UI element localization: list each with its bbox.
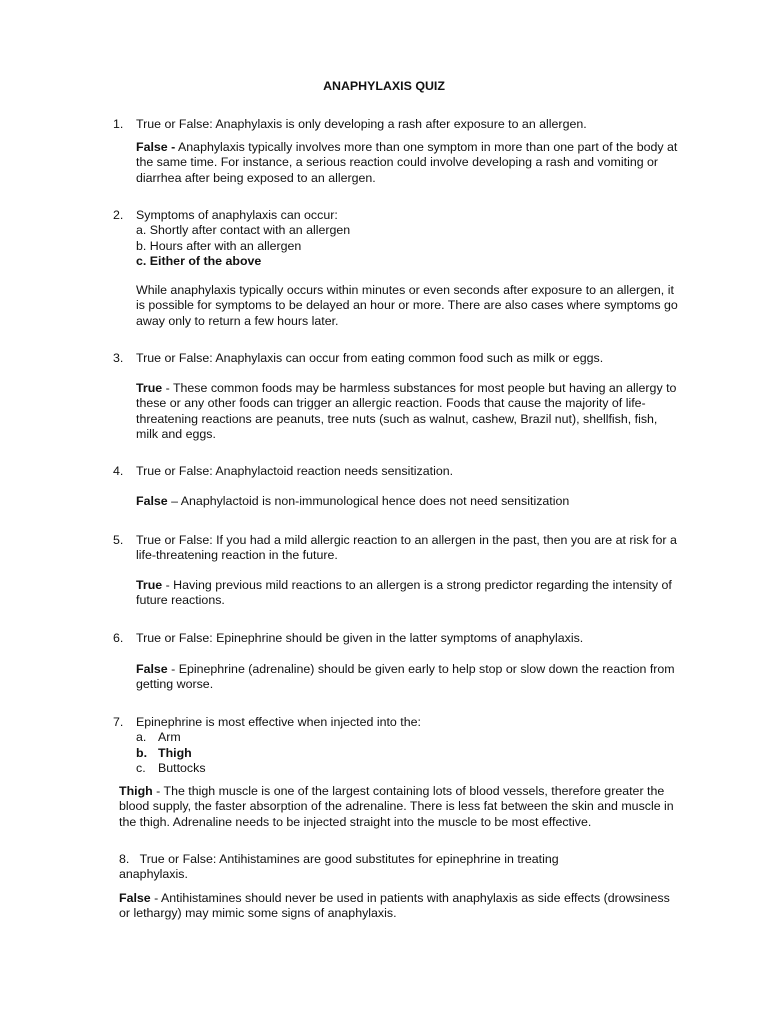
question-text: True or False: Anaphylaxis is only developing a rash after exposure to an allergen. <box>136 117 587 131</box>
option-a: a. Shortly after contact with an allergen <box>136 223 351 238</box>
option-c <box>0 761 768 776</box>
question-number: 6. <box>113 631 124 645</box>
question-5 <box>0 533 768 564</box>
question-8 <box>0 852 768 883</box>
question-number: 4. <box>113 464 124 478</box>
question-1 <box>0 117 768 132</box>
question-number: 7. <box>113 715 124 729</box>
answer-text: - Having previous mild reactions to an allergen is a strong predictor regarding the intensity of future reactions. <box>136 578 672 608</box>
answer-label: True <box>136 381 163 395</box>
answer-2 <box>0 283 768 329</box>
answer-label: False <box>136 494 168 508</box>
option-text: Arm <box>158 730 181 745</box>
answer-label: Thigh <box>119 784 153 798</box>
answer-text: - Antihistamines should never be used in patients with anaphylaxis as side effects (drowsiness or lethargy) may mimic some signs of anaphylaxis. <box>119 891 670 921</box>
question-text: True or False: If you had a mild allergic reaction to an allergen in the past, then you are at risk for a life-threatening reaction in the future. <box>136 533 677 563</box>
answer-8 <box>0 891 768 922</box>
answer-text: - These common foods may be harmless substances for most people but having an allergy to these or any other foods can trigger an allergic reaction. Foods that cause the majority of life-threatening reactions are peanuts, tree nuts (such as walnut, cashew, Brazil nut), shellfish, fish, milk and eggs. <box>136 381 677 442</box>
question-text: True or False: Anaphylactoid reaction needs sensitization. <box>136 464 454 478</box>
option-a <box>0 730 768 745</box>
question-6 <box>0 631 768 646</box>
question-number: 1. <box>113 117 124 131</box>
option-letter: c. <box>136 761 146 776</box>
question-number: 3. <box>113 351 124 365</box>
answer-label: False <box>119 891 151 905</box>
answer-label: False - <box>136 140 176 154</box>
option-text: Buttocks <box>158 761 206 776</box>
option-text: Thigh <box>158 745 192 760</box>
question-2 <box>0 208 768 270</box>
answer-5 <box>0 578 768 609</box>
answer-text: While anaphylaxis typically occurs within minutes or even seconds after exposure to an allergen, it is possible for symptoms to be delayed an hour or more. There are also cases where symptoms go away only to return a few hours later. <box>136 283 678 328</box>
question-3 <box>0 351 768 366</box>
question-4 <box>0 464 768 479</box>
option-b: b. Hours after with an allergen <box>136 238 302 253</box>
answer-3 <box>0 381 768 443</box>
answer-label: False <box>136 662 168 676</box>
answer-4 <box>0 494 768 509</box>
answer-6 <box>0 662 768 693</box>
answer-text: – Anaphylactoid is non-immunological hence does not need sensitization <box>167 494 570 508</box>
question-text: True or False: Antihistamines are good substitutes for epinephrine in treating anaphylaxis. <box>119 852 559 882</box>
answer-1 <box>0 140 768 186</box>
question-text: True or False: Anaphylaxis can occur from eating common food such as milk or eggs. <box>136 351 604 365</box>
question-number: 2. <box>113 208 124 222</box>
question-number: 8. <box>119 852 130 866</box>
option-b-correct <box>0 746 768 761</box>
question-text: Epinephrine is most effective when injected into the: <box>136 715 421 729</box>
answer-label: True <box>136 578 163 592</box>
answer-text: Anaphylaxis typically involves more than one symptom in more than one part of the body at the same time. For instance, a serious reaction could involve developing a rash and vomiting or diarrhea after being exposed to an allergen. <box>136 140 678 185</box>
page-title: ANAPHYLAXIS QUIZ <box>323 79 445 93</box>
answer-7 <box>0 784 768 830</box>
option-letter: b. <box>136 745 148 760</box>
question-7 <box>0 715 768 777</box>
option-c-correct: c. Either of the above <box>136 254 262 269</box>
question-text: Symptoms of anaphylaxis can occur: <box>136 208 338 222</box>
question-text: True or False: Epinephrine should be given in the latter symptoms of anaphylaxis. <box>136 631 584 645</box>
answer-text: - The thigh muscle is one of the largest containing lots of blood vessels, therefore greater the blood supply, the faster absorption of the adrenaline. There is less fat between the skin and muscle in the thigh. Adrenaline needs to be injected straight into the muscle to be most effective. <box>119 784 674 829</box>
question-number: 5. <box>113 533 124 547</box>
option-letter: a. <box>136 730 147 745</box>
answer-text: - Epinephrine (adrenaline) should be given early to help stop or slow down the reaction from getting worse. <box>136 662 675 692</box>
